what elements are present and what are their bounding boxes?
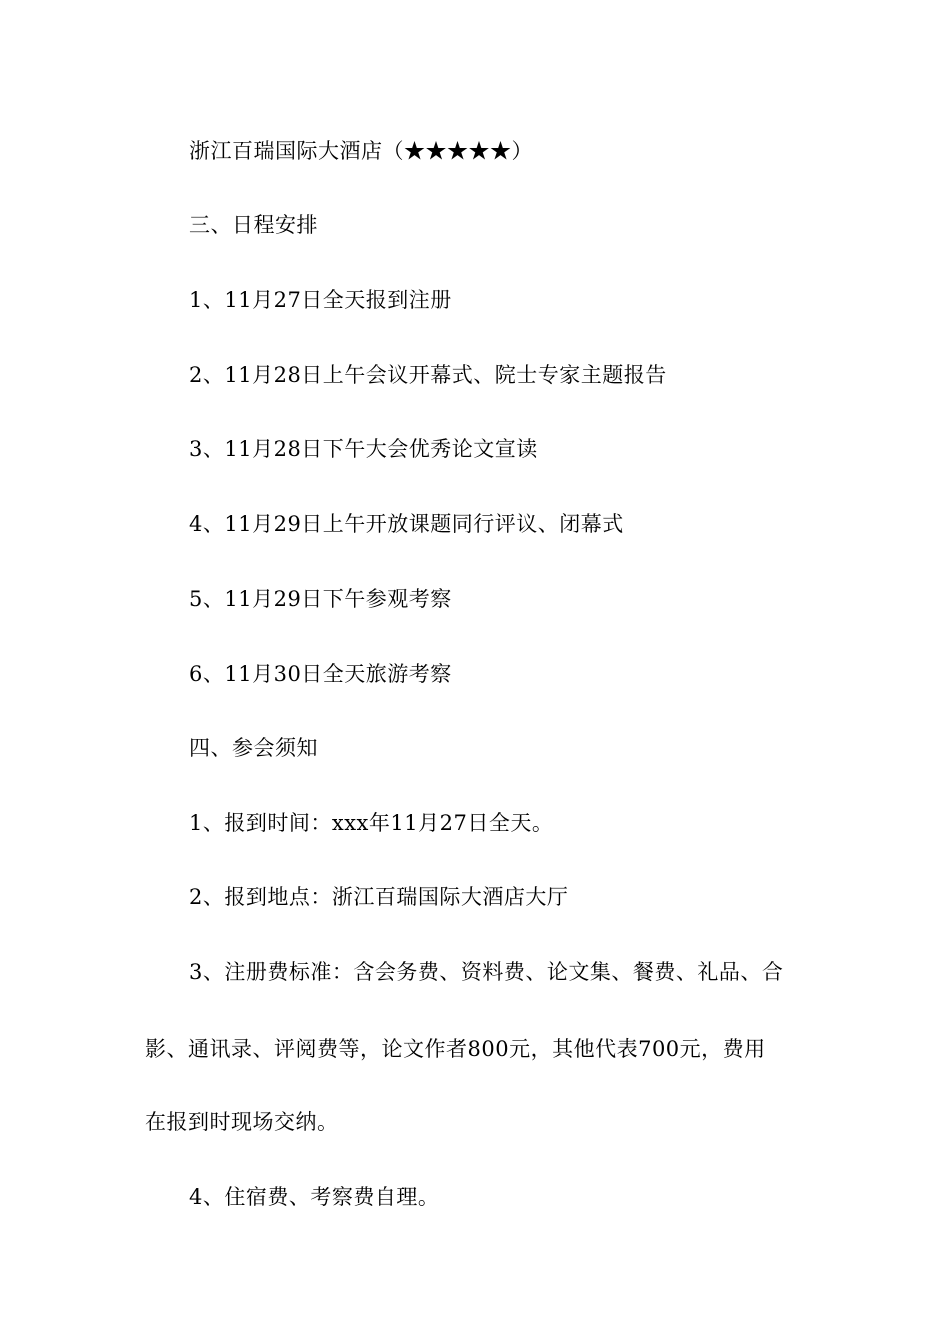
notice-item-3-line-2: 影、通讯录、评阅费等，论文作者800元，其他代表700元，费用 bbox=[145, 1037, 766, 1061]
schedule-item-4: 4、11月29日上午开放课题同行评议、闭幕式 bbox=[189, 512, 624, 536]
notice-item-3-line-1: 3、注册费标准：含会务费、资料费、论文集、餐费、礼品、合 bbox=[189, 960, 784, 984]
notice-item-2: 2、报到地点：浙江百瑞国际大酒店大厅 bbox=[189, 885, 569, 909]
section-heading-schedule: 三、日程安排 bbox=[189, 213, 318, 237]
schedule-item-2: 2、11月28日上午会议开幕式、院士专家主题报告 bbox=[189, 363, 667, 387]
schedule-item-6: 6、11月30日全天旅游考察 bbox=[189, 662, 452, 686]
hotel-name-line: 浙江百瑞国际大酒店（★★★★★） bbox=[189, 139, 533, 163]
notice-item-3-line-3: 在报到时现场交纳。 bbox=[145, 1110, 339, 1134]
section-heading-notice: 四、参会须知 bbox=[189, 736, 318, 760]
schedule-item-3: 3、11月28日下午大会优秀论文宣读 bbox=[189, 437, 538, 461]
schedule-item-5: 5、11月29日下午参观考察 bbox=[189, 587, 452, 611]
notice-item-1: 1、报到时间：xxx年11月27日全天。 bbox=[189, 811, 554, 835]
schedule-item-1: 1、11月27日全天报到注册 bbox=[189, 288, 452, 312]
notice-item-4: 4、住宿费、考察费自理。 bbox=[189, 1185, 440, 1209]
